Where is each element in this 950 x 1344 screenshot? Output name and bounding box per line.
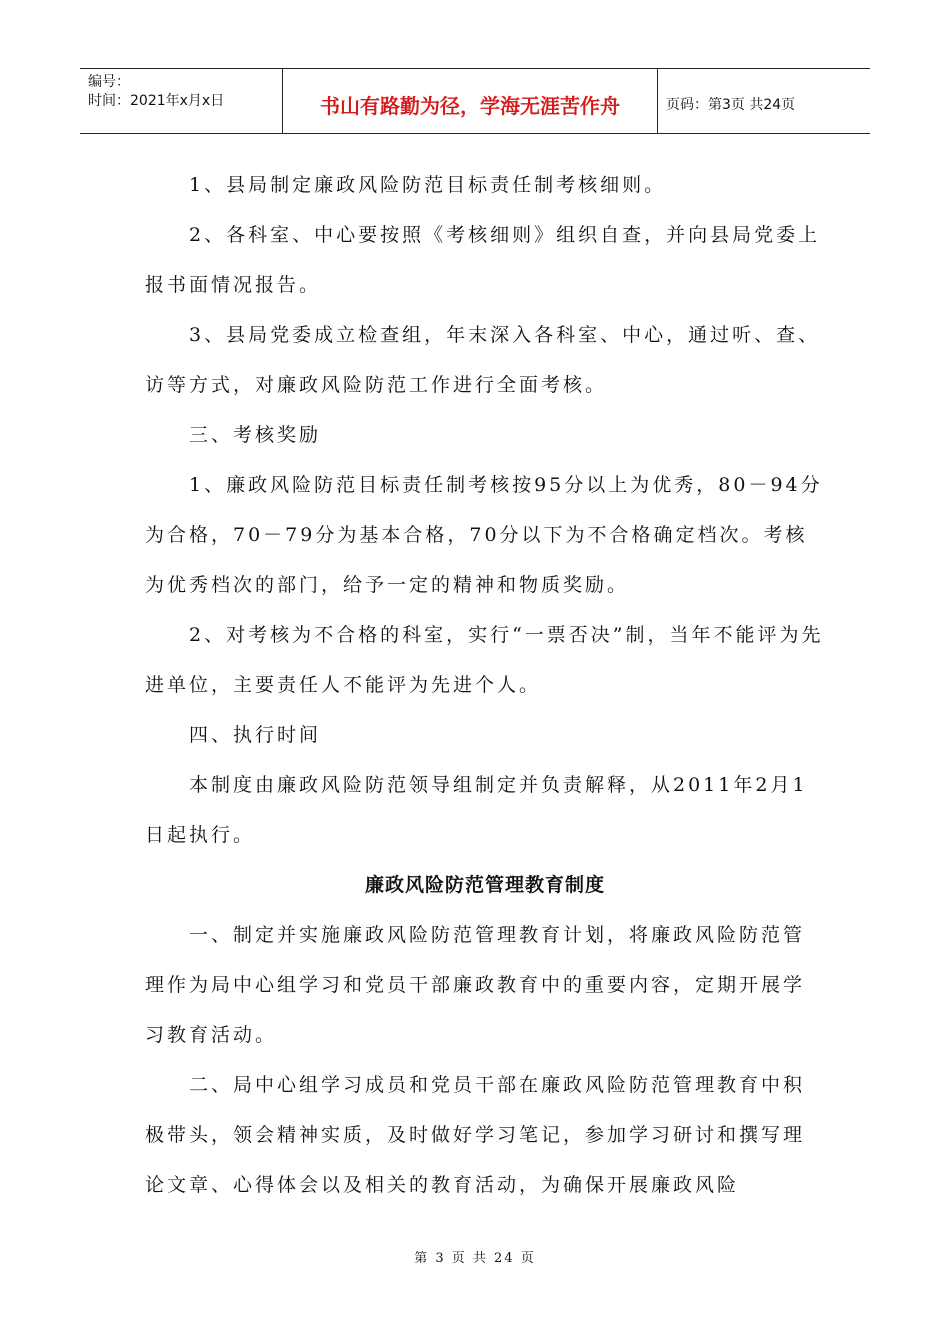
- section-heading: 三、考核奖励: [189, 424, 322, 446]
- paragraph: 2、各科室、中心要按照《考核细则》组织自查，并向县局党委上报书面情况报告。: [145, 224, 821, 296]
- header-motto: 书山有路勤为径，学海无涯苦作舟: [283, 69, 658, 133]
- paragraph: 一、制定并实施廉政风险防范管理教育计划，将廉政风险防范管理作为局中心组学习和党员干部廉政教育中的重要内容，定期开展学习教育活动。: [145, 924, 806, 1046]
- paragraph: 本制度由廉政风险防范领导组制定并负责解释，从2011年2月1日起执行。: [145, 774, 808, 846]
- page-footer: 第 3 页 共 24 页: [414, 1251, 536, 1266]
- paragraph: 1、县局制定廉政风险防范目标责任制考核细则。: [189, 174, 667, 196]
- document-title: 廉政风险防范管理教育制度: [364, 874, 605, 896]
- header-meta: [80, 69, 283, 133]
- page-header: [80, 68, 870, 134]
- header-number: 编号：: [88, 74, 130, 90]
- paragraph: 二、局中心组学习成员和党员干部在廉政风险防范管理教育中积极带头，领会精神实质，及时做好学习笔记，参加学习研讨和撰写理论文章、心得体会以及相关的教育活动，为确保开展廉政风险: [145, 1074, 806, 1196]
- section-heading: 四、执行时间: [189, 724, 322, 746]
- header-page-info: 页码：第3页 共24页: [666, 97, 796, 113]
- header-time: 时间：2021年x月x日: [88, 93, 225, 109]
- paragraph: 2、对考核为不合格的科室，实行“一票否决”制，当年不能评为先进单位，主要责任人不能评为先进个人。: [145, 624, 824, 696]
- paragraph: 1、廉政风险防范目标责任制考核按95分以上为优秀，80－94分为合格，70－79分为基本合格，70分以下为不合格确定档次。考核为优秀档次的部门，给予一定的精神和物质奖励。: [145, 474, 823, 596]
- paragraph: 3、县局党委成立检查组，年末深入各科室、中心，通过听、查、访等方式，对廉政风险防范工作进行全面考核。: [145, 324, 821, 396]
- document-body: [145, 160, 825, 1210]
